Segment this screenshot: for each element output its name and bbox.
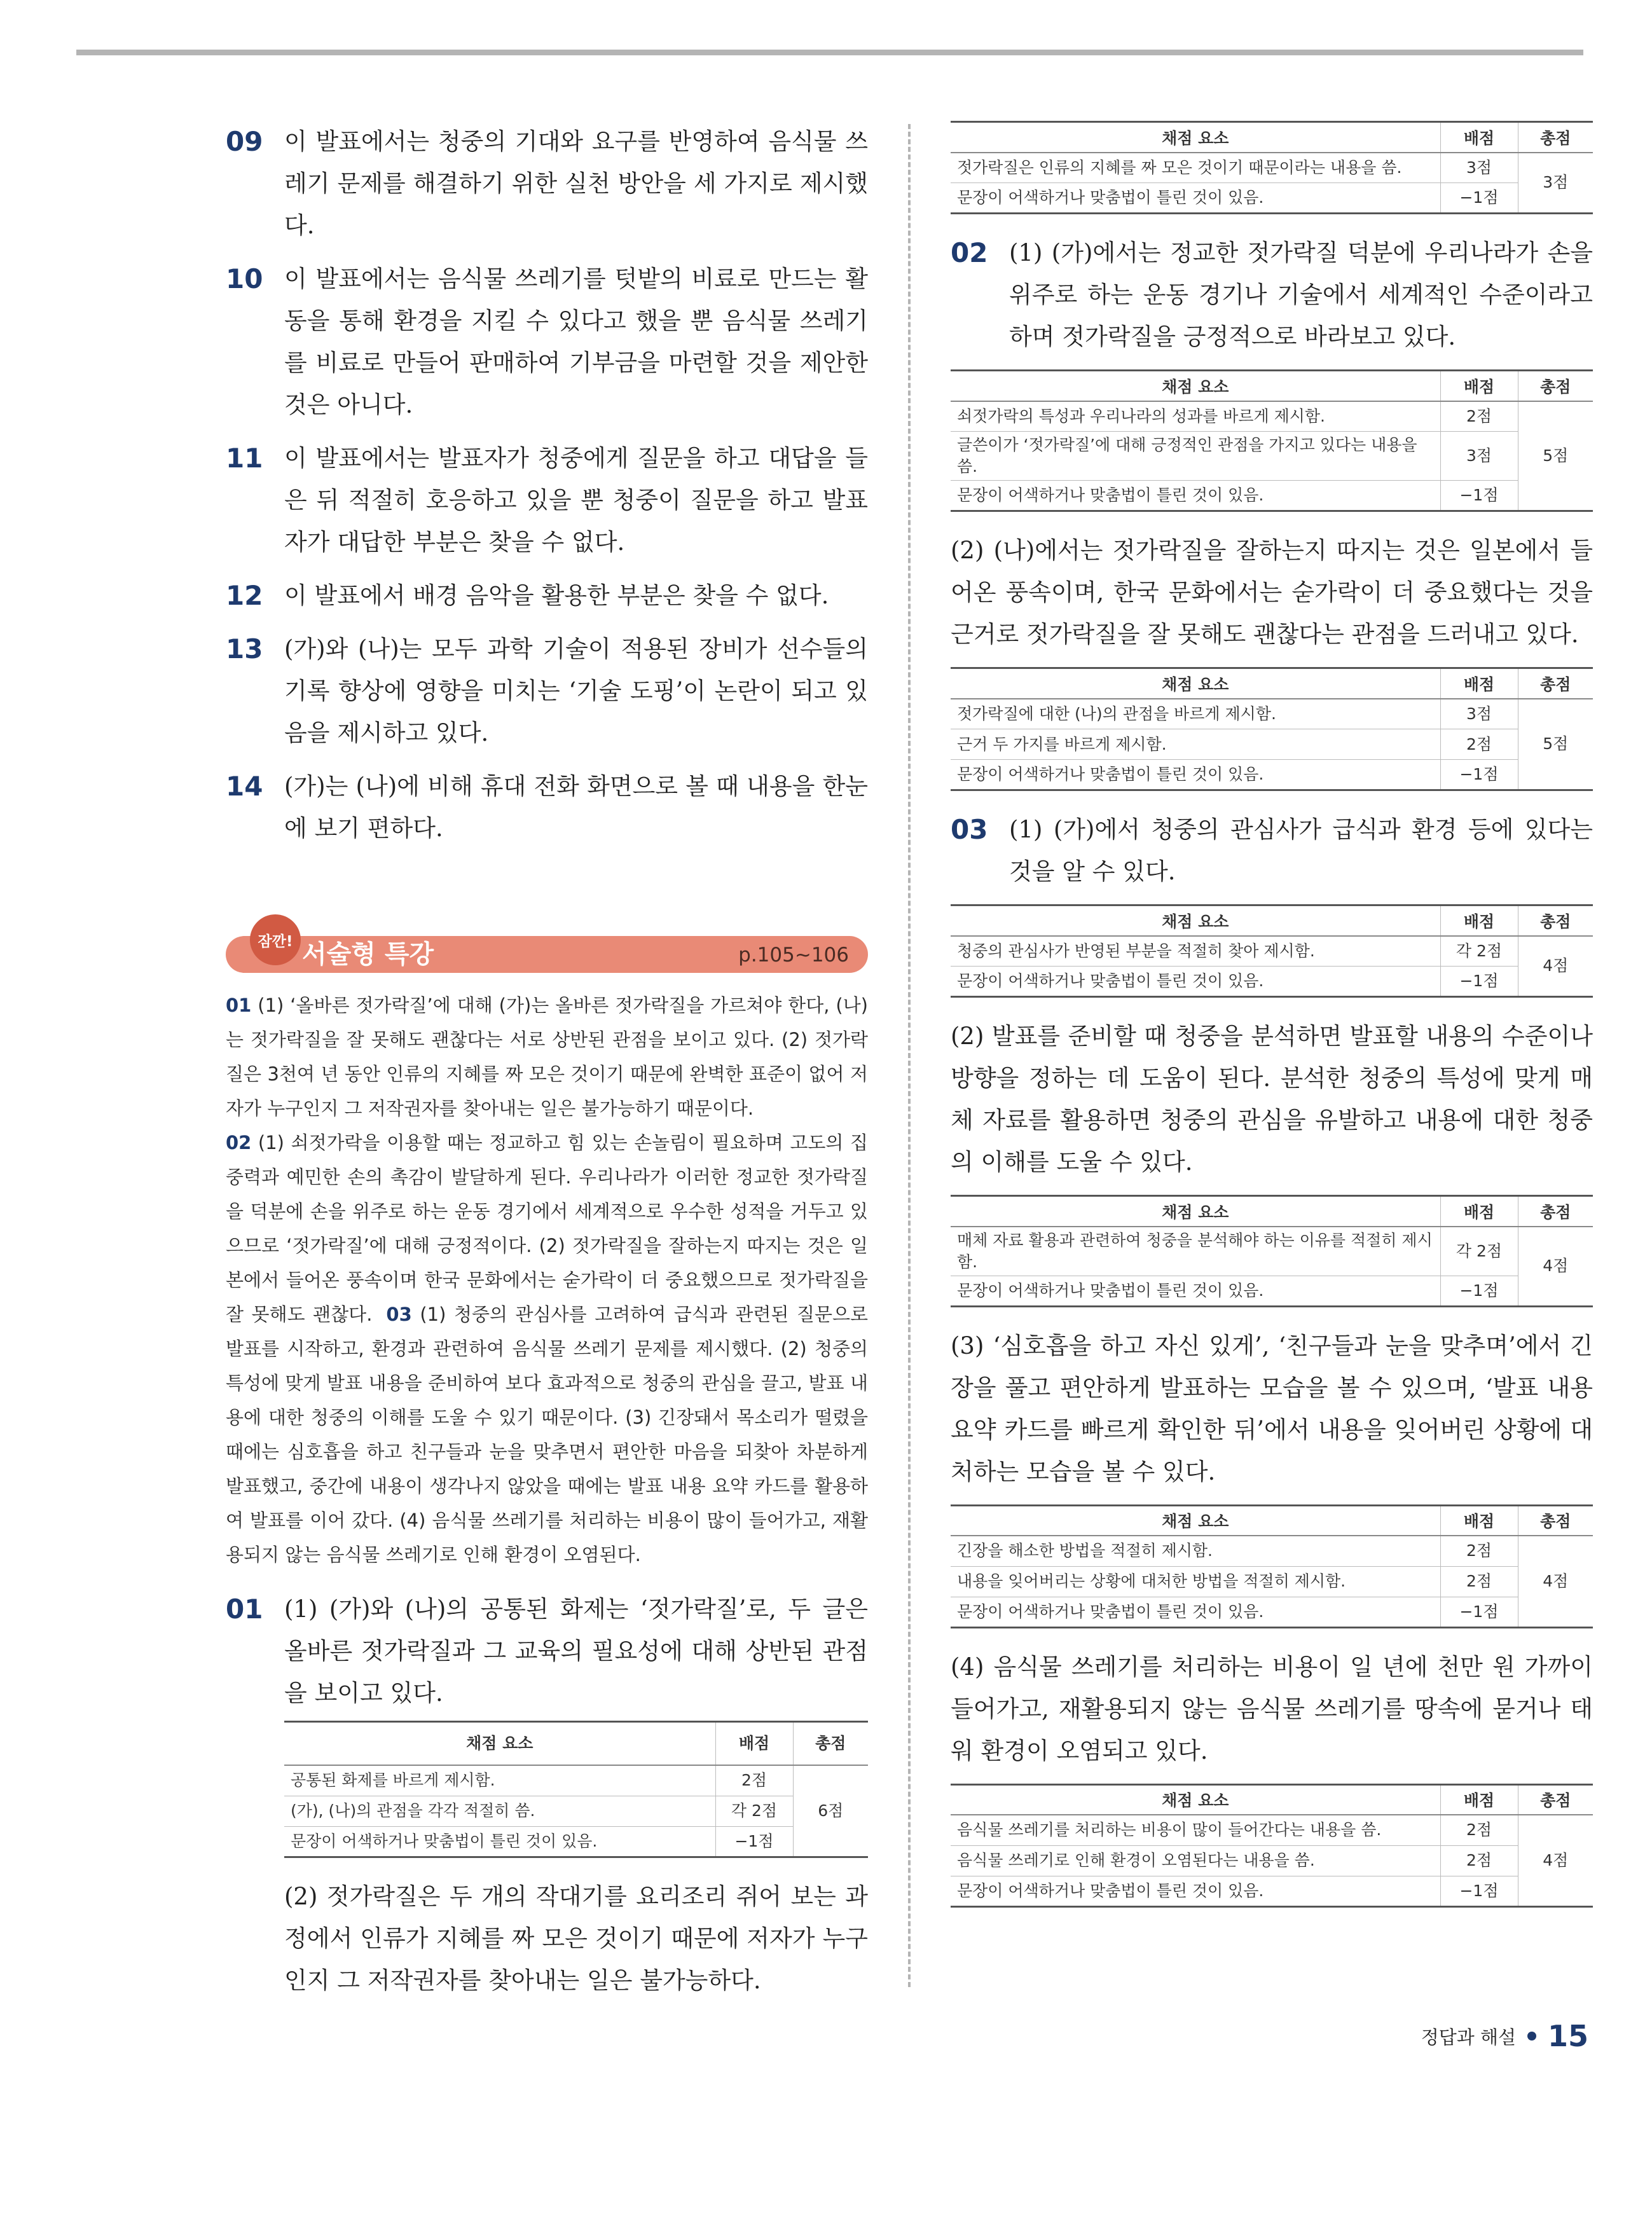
table-header-cell: 배점 [1440, 371, 1518, 401]
table-row [951, 432, 1593, 481]
criterion-cell: 문장이 어색하거나 맞춤법이 틀린 것이 있음. [951, 967, 1440, 997]
banner-pages: p.105~106 [738, 944, 849, 967]
table-header-row [951, 122, 1593, 153]
points-cell: 2점 [1440, 1536, 1518, 1566]
table-row [951, 401, 1593, 432]
table-row [951, 1815, 1593, 1845]
answer-text: 이 발표에서는 음식물 쓰레기를 텃밭의 비료로 만드는 활동을 통해 환경을 지킬 수 있다고 했을 뿐 음식물 쓰레기를 비료로 만들어 판매하여 기부금을 마련할 것을 제안한 것은 아니다. [284, 265, 868, 418]
table-header-cell: 총점 [1518, 1505, 1593, 1536]
footer-label: 정답과 해설 [1421, 2026, 1516, 2048]
criterion-cell: 문장이 어색하거나 맞춤법이 틀린 것이 있음. [951, 481, 1440, 511]
question-03 [951, 809, 1593, 893]
table-header-cell: 채점 요소 [951, 1196, 1440, 1227]
points-cell: −1점 [1440, 967, 1518, 997]
criterion-cell: (가), (나)의 관점을 각각 적절히 씀. [284, 1796, 715, 1826]
table-header-cell: 배점 [1440, 1505, 1518, 1536]
answer-item [226, 437, 868, 563]
criterion-cell: 글쓴이가 ‘젓가락질’에 대해 긍정적인 관점을 가지고 있다는 내용을 씀. [951, 432, 1440, 481]
question-number: 03 [951, 814, 988, 845]
total-cell: 3점 [1518, 153, 1593, 214]
table-header-row [951, 1505, 1593, 1536]
table-header-cell: 총점 [1518, 371, 1593, 401]
table-row [951, 760, 1593, 790]
criterion-cell: 매체 자료 활용과 관련하여 청중을 분석해야 하는 이유를 적절히 제시함. [951, 1227, 1440, 1276]
table-header-cell: 배점 [1440, 905, 1518, 936]
scoring-table [951, 1784, 1593, 1908]
points-cell: 3점 [1440, 432, 1518, 481]
table-header-cell: 배점 [1440, 668, 1518, 699]
answer-text: (가)와 (나)는 모두 과학 기술이 적용된 장비가 선수들의 기록 향상에 영향을 미치는 ‘기술 도핑’이 논란이 되고 있음을 제시하고 있다. [284, 635, 868, 747]
criterion-cell: 젓가락질에 대한 (나)의 관점을 바르게 제시함. [951, 699, 1440, 729]
answer-text: (4) 음식물 쓰레기를 처리하는 비용이 일 년에 천만 원 가까이 들어가고, 재활용되지 않는 음식물 쓰레기를 땅속에 묻거나 태워 환경이 오염되고 있다. [951, 1653, 1593, 1765]
table-header-row [284, 1722, 868, 1766]
answer-text: (3) ‘심호흡을 하고 자신 있게’, ‘친구들과 눈을 맞추며’에서 긴장을 풀고 편안하게 발표하는 모습을 볼 수 있으며, ‘발표 내용 요약 카드를 빠르게 확인한 뒤’에서 내용을 잊어버린 상황에 대처하는 모습을 볼 수 있다. [951, 1332, 1593, 1485]
points-cell: −1점 [1440, 481, 1518, 511]
answer-text: (1) (가)에서는 정교한 젓가락질 덕분에 우리나라가 손을 위주로 하는 운동 경기나 기술에서 세계적인 수준이라고 하며 젓가락질을 긍정적으로 바라보고 있다. [1009, 239, 1593, 350]
criterion-cell: 음식물 쓰레기로 인해 환경이 오염된다는 내용을 씀. [951, 1845, 1440, 1876]
banner-title-b: 특강 [384, 940, 434, 969]
criterion-cell: 문장이 어색하거나 맞춤법이 틀린 것이 있음. [951, 760, 1440, 790]
lecture-text-03: (1) 청중의 관심사를 고려하여 급식과 관련된 질문으로 발표를 시작하고, 환경과 관련하여 음식물 쓰레기 문제를 제시했다. (2) 청중의 특성에 맞게 발표 내용을 준비하여 보다 효과적으로 청중의 관심을 끌고, 발표 내용에 대한 청중의 이해를 도울 수 있기 때문이다. (3) 긴장돼서 목소리가 떨렸을 때에는 심호흡을 하고 친구들과 눈을 맞추면서 편안한 마음을 되찾아 차분하게 발표했고, 중간에 내용이 생각나지 않았을 때에는 발표 내용 요약 카드를 활용하여 발표를 이어 갔다. (4) 음식물 쓰레기를 처리하는 비용이 많이 들어가고, 재활용되지 않는 음식물 쓰레기로 인해 환경이 오염된다. [226, 1304, 869, 1566]
points-cell: 3점 [1440, 699, 1518, 729]
answer-number: 11 [226, 443, 263, 474]
table-header-cell: 배점 [715, 1722, 793, 1766]
table-header-cell: 총점 [793, 1722, 868, 1766]
page-footer [1421, 2019, 1588, 2053]
points-cell: −1점 [715, 1826, 793, 1857]
answer-text: 이 발표에서는 발표자가 청중에게 질문을 하고 대답을 들은 뒤 적절히 호응하고 있을 뿐 청중이 질문을 하고 발표자가 대답한 부분은 찾을 수 없다. [284, 444, 868, 556]
table-header-row [951, 905, 1593, 936]
column-divider [908, 124, 911, 1987]
points-cell: 각 2점 [715, 1796, 793, 1826]
table-header-cell: 채점 요소 [951, 371, 1440, 401]
answer-block [951, 1015, 1593, 1183]
points-cell: 2점 [715, 1765, 793, 1796]
criterion-cell: 음식물 쓰레기를 처리하는 비용이 많이 들어간다는 내용을 씀. [951, 1815, 1440, 1845]
table-row [951, 1227, 1593, 1276]
answer-item [226, 258, 868, 426]
question-number: 02 [951, 237, 988, 268]
points-cell: 각 2점 [1440, 936, 1518, 967]
answer-block [951, 530, 1593, 656]
table-header-cell: 채점 요소 [951, 122, 1440, 153]
table-row [951, 936, 1593, 967]
criterion-cell: 문장이 어색하거나 맞춤법이 틀린 것이 있음. [951, 1876, 1440, 1906]
table-row [951, 183, 1593, 214]
table-row [951, 699, 1593, 729]
answer-number: 10 [226, 263, 263, 294]
table-header-row [951, 1196, 1593, 1227]
left-column [226, 121, 868, 2013]
answer-number: 12 [226, 580, 263, 611]
points-cell: −1점 [1440, 760, 1518, 790]
table-row [951, 1536, 1593, 1566]
answer-number: 14 [226, 771, 263, 802]
points-cell: −1점 [1440, 1276, 1518, 1306]
answer-number: 09 [226, 126, 263, 157]
answer-number: 13 [226, 633, 263, 664]
scoring-table [951, 121, 1593, 214]
table-row [951, 1597, 1593, 1627]
answer-item [226, 628, 868, 754]
lecture-body [226, 988, 868, 1572]
table-header-cell: 총점 [1518, 122, 1593, 153]
table-header-cell: 배점 [1440, 1784, 1518, 1815]
criterion-cell: 문장이 어색하거나 맞춤법이 틀린 것이 있음. [284, 1826, 715, 1857]
table-header-cell: 배점 [1440, 122, 1518, 153]
right-column [951, 121, 1593, 1925]
table-row [951, 153, 1593, 183]
total-cell: 4점 [1518, 1815, 1593, 1906]
total-cell: 4점 [1518, 936, 1593, 997]
top-rule [76, 50, 1583, 55]
total-cell: 4점 [1518, 1536, 1593, 1627]
answer-text: 이 발표에서는 청중의 기대와 요구를 반영하여 음식물 쓰레기 문제를 해결하기 위한 실천 방안을 세 가지로 제시했다. [284, 128, 868, 239]
answer-text: (1) (가)에서 청중의 관심사가 급식과 환경 등에 있다는 것을 알 수 있다. [1009, 816, 1593, 885]
total-cell: 5점 [1518, 401, 1593, 511]
points-cell: −1점 [1440, 1876, 1518, 1906]
scoring-table [951, 369, 1593, 512]
table-row [951, 1276, 1593, 1306]
answer-text: (2) 발표를 준비할 때 청중을 분석하면 발표할 내용의 수준이나 방향을 정하는 데 도움이 된다. 분석한 청중의 특성에 맞게 매체 자료를 활용하면 청중의 관심을 유발하고 내용에 대한 청중의 이해를 도울 수 있다. [951, 1022, 1593, 1176]
table-header-cell: 채점 요소 [951, 1505, 1440, 1536]
question-01 [226, 1588, 868, 2002]
points-cell: 2점 [1440, 1566, 1518, 1597]
table-header-cell: 채점 요소 [951, 905, 1440, 936]
answer-list [226, 121, 868, 850]
banner-title-a: 서술형 [302, 940, 385, 969]
total-cell: 4점 [1518, 1227, 1593, 1307]
banner-tag: 잠깐! [250, 914, 301, 965]
question-02 [951, 232, 1593, 358]
points-cell: 2점 [1440, 1845, 1518, 1876]
table-row [284, 1796, 868, 1826]
scoring-table [284, 1721, 868, 1858]
scoring-table [951, 904, 1593, 998]
table-row [951, 967, 1593, 997]
answer-text: (2) 젓가락질은 두 개의 작대기를 요리조리 쥐어 보는 과정에서 인류가 지혜를 짜 모은 것이기 때문에 저자가 누구인지 그 저작권자를 찾아내는 일은 불가능하다. [284, 1882, 868, 1994]
points-cell: −1점 [1440, 183, 1518, 214]
table-row [951, 1876, 1593, 1906]
lecture-num-01: 01 [226, 995, 252, 1016]
answer-text: 이 발표에서 배경 음악을 활용한 부분은 찾을 수 없다. [284, 582, 829, 609]
criterion-cell: 문장이 어색하거나 맞춤법이 틀린 것이 있음. [951, 183, 1440, 214]
table-row [951, 729, 1593, 760]
answer-text: (가)는 (나)에 비해 휴대 전화 화면으로 볼 때 내용을 한눈에 보기 편하다. [284, 773, 868, 842]
scoring-table [951, 667, 1593, 791]
answer-item [226, 766, 868, 850]
criterion-cell: 문장이 어색하거나 맞춤법이 틀린 것이 있음. [951, 1597, 1440, 1627]
scoring-table [951, 1195, 1593, 1307]
lecture-num-03: 03 [386, 1304, 412, 1325]
criterion-cell: 내용을 잊어버리는 상황에 대처한 방법을 적절히 제시함. [951, 1566, 1440, 1597]
answer-text: (1) (가)와 (나)의 공통된 화제는 ‘젓가락질’로, 두 글은 올바른 젓가락질과 그 교육의 필요성에 대해 상반된 관점을 보이고 있다. [284, 1595, 868, 1707]
answer-item [226, 575, 868, 617]
table-header-cell: 총점 [1518, 1196, 1593, 1227]
table-row [951, 481, 1593, 511]
page-number: 15 [1547, 2019, 1588, 2053]
points-cell: 2점 [1440, 401, 1518, 432]
criterion-cell: 문장이 어색하거나 맞춤법이 틀린 것이 있음. [951, 1276, 1440, 1306]
table-header-row [951, 371, 1593, 401]
criterion-cell: 청중의 관심사가 반영된 부분을 적절히 찾아 제시함. [951, 936, 1440, 967]
table-row [284, 1826, 868, 1857]
special-lecture-banner [226, 933, 868, 974]
criterion-cell: 근거 두 가지를 바르게 제시함. [951, 729, 1440, 760]
table-header-row [951, 1784, 1593, 1815]
table-row [951, 1845, 1593, 1876]
answer-item [226, 121, 868, 247]
points-cell: 2점 [1440, 729, 1518, 760]
table-header-row [951, 668, 1593, 699]
table-header-cell: 총점 [1518, 1784, 1593, 1815]
footer-dot [1527, 2032, 1536, 2041]
table-row [951, 1566, 1593, 1597]
answer-block [951, 1646, 1593, 1772]
points-cell: 각 2점 [1440, 1227, 1518, 1276]
criterion-cell: 긴장을 해소한 방법을 적절히 제시함. [951, 1536, 1440, 1566]
points-cell: 2점 [1440, 1815, 1518, 1845]
table-header-cell: 배점 [1440, 1196, 1518, 1227]
lecture-text-02: (1) 쇠젓가락을 이용할 때는 정교하고 힘 있는 손놀림이 필요하며 고도의 집중력과 예민한 손의 촉감이 발달하게 된다. 우리나라가 이러한 정교한 젓가락질을 덕분에 손을 위주로 하는 운동 경기에서 세계적으로 우수한 성적을 거두고 있으므로 ‘젓가락질’에 대해 긍정적이다. (2) 젓가락질을 잘하는지 따지는 것은 일본에서 들어온 풍속이며 한국 문화에서는 숟가락이 더 중요했으므로 젓가락질을 잘 못해도 괜찮다. [226, 1132, 868, 1325]
points-cell: −1점 [1440, 1597, 1518, 1627]
table-row [284, 1765, 868, 1796]
total-cell: 5점 [1518, 699, 1593, 790]
total-cell: 6점 [793, 1765, 868, 1857]
question-number: 01 [226, 1593, 263, 1625]
answer-block [951, 1325, 1593, 1493]
banner-title [302, 937, 434, 972]
table-header-cell: 채점 요소 [951, 1784, 1440, 1815]
points-cell: 3점 [1440, 153, 1518, 183]
table-header-cell: 총점 [1518, 905, 1593, 936]
table-header-cell: 총점 [1518, 668, 1593, 699]
answer-text: (2) (나)에서는 젓가락질을 잘하는지 따지는 것은 일본에서 들어온 풍속이며, 한국 문화에서는 숟가락이 더 중요했다는 것을 근거로 젓가락질을 잘 못해도 괜찮다는 관점을 드러내고 있다. [951, 537, 1593, 648]
scoring-table [951, 1504, 1593, 1628]
table-header-cell: 채점 요소 [951, 668, 1440, 699]
criterion-cell: 젓가락질은 인류의 지혜를 짜 모은 것이기 때문이라는 내용을 씀. [951, 153, 1440, 183]
lecture-num-02: 02 [226, 1132, 252, 1153]
lecture-text-01: (1) ‘올바른 젓가락질’에 대해 (가)는 올바른 젓가락질을 가르쳐야 한다, (나)는 젓가락질을 잘 못해도 괜찮다는 서로 상반된 관점을 보이고 있다. (2) 젓가락질은 3천여 년 동안 인류의 지혜를 짜 모은 것이기 때문에 완벽한 표준이 없어 저자가 누구인지 그 저작권자를 찾아내는 일은 불가능하기 때문이다. [226, 995, 868, 1119]
criterion-cell: 쇠젓가락의 특성과 우리나라의 성과를 바르게 제시함. [951, 401, 1440, 432]
criterion-cell: 공통된 화제를 바르게 제시함. [284, 1765, 715, 1796]
table-header-cell: 채점 요소 [284, 1722, 715, 1766]
